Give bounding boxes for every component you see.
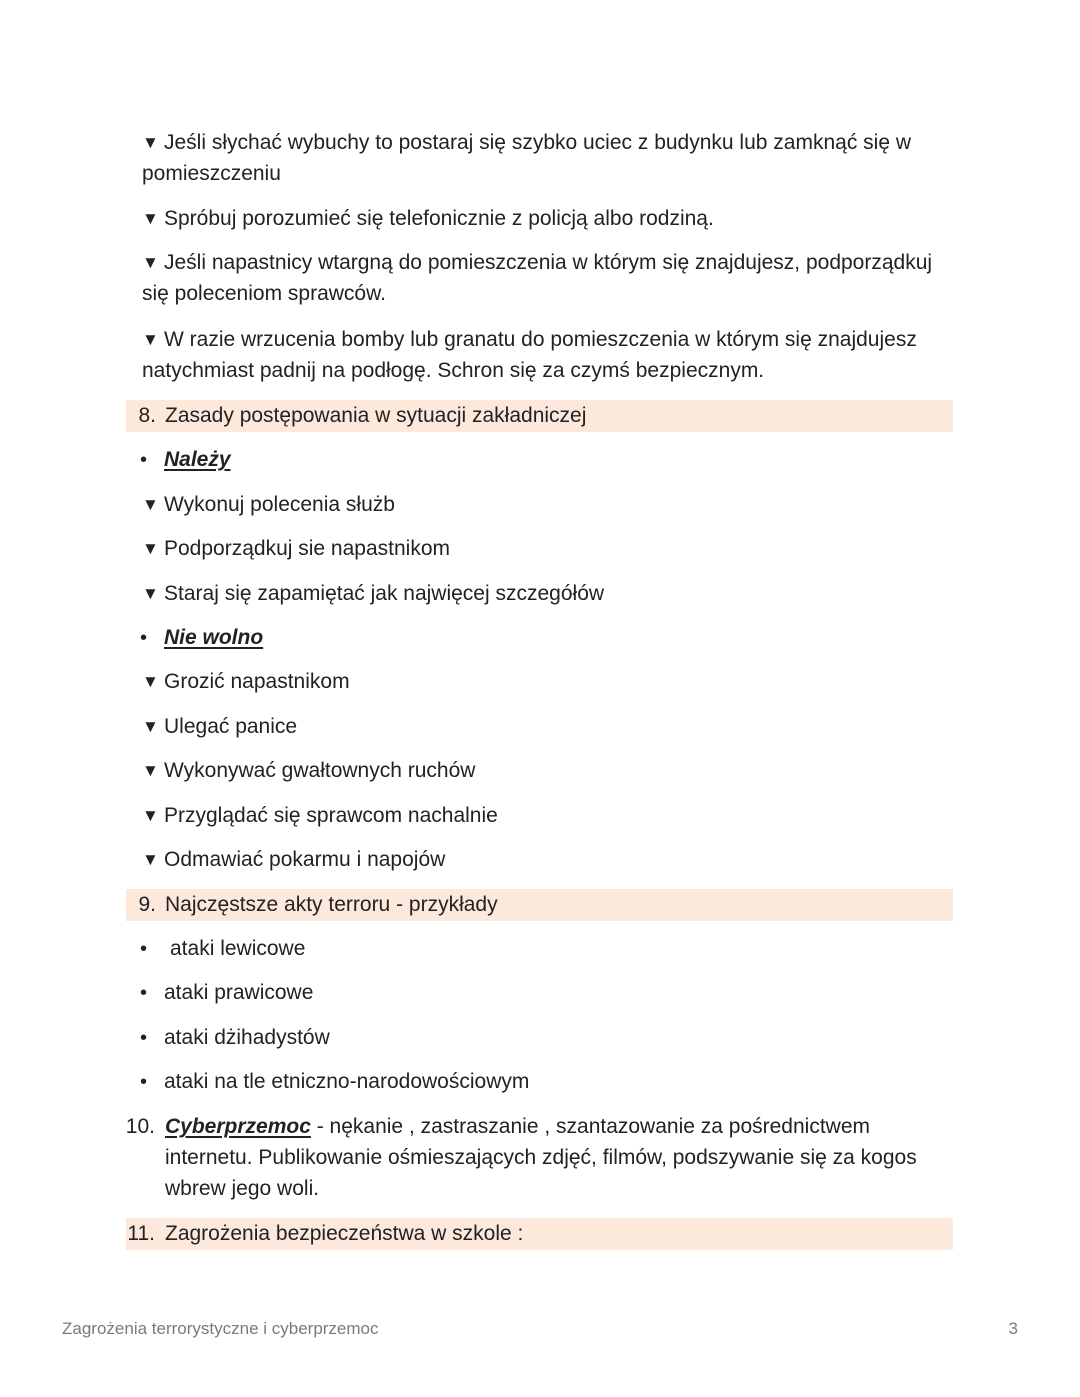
list-item: ▼ Staraj się zapamiętać jak najwięcej szczegółów [142, 578, 604, 609]
page-number: 3 [1008, 1319, 1018, 1338]
down-triangle-icon: ▼ [142, 584, 159, 603]
section-heading: Najczęstsze akty terroru - przykłady [165, 893, 498, 916]
list-item-continuation: natychmiast padnij na podłogę. Schron się za czymś bezpiecznym. [142, 359, 765, 382]
down-triangle-icon: ▼ [142, 539, 159, 558]
down-triangle-icon: ▼ [142, 761, 159, 780]
list-item: ▼ Odmawiać pokarmu i napojów [142, 844, 445, 875]
down-triangle-icon: ▼ [142, 495, 159, 514]
list-item: • ataki prawicowe [138, 977, 313, 1009]
list-item: ▼ Wykonuj polecenia służb [142, 489, 395, 520]
down-triangle-icon: ▼ [142, 133, 159, 152]
down-triangle-icon: ▼ [142, 717, 159, 736]
definition-line: Cyberprzemoc - nękanie , zastraszanie , szantazowanie za pośrednictwem [165, 1115, 871, 1138]
down-triangle-icon: ▼ [142, 806, 159, 825]
list-item-continuation: się poleceniom sprawców. [142, 282, 386, 305]
list-item: • ataki na tle etniczno-narodowościowym [138, 1066, 529, 1098]
subheading-nie-wolno: • Nie wolno [138, 622, 269, 654]
down-triangle-icon: ▼ [142, 672, 159, 691]
list-item: ▼ Podporządkuj sie napastnikom [142, 533, 450, 564]
list-item: ▼ Jeśli napastnicy wtargną do pomieszczenia w którym się znajdujesz, podporządkuj [142, 247, 932, 278]
list-item-continuation: pomieszczeniu [142, 162, 281, 185]
section-heading: Zasady postępowania w sytuacji zakładniczej [165, 404, 587, 427]
list-item: ▼ Grozić napastnikom [142, 666, 350, 697]
list-item: ▼ Przyglądać się sprawcom nachalnie [142, 800, 498, 831]
list-item: • ataki dżihadystów [138, 1022, 330, 1054]
bullet-icon: • [140, 449, 148, 471]
section-number: 9. [138, 893, 156, 916]
subheading-nalezy: • Należy [138, 444, 231, 476]
bullet-icon: • [140, 982, 148, 1004]
bullet-icon: • [140, 938, 148, 960]
section-number: 10. [125, 1115, 155, 1138]
bullet-icon: • [140, 1027, 148, 1049]
footer-title: Zagrożenia terrorystyczne i cyberprzemoc [62, 1319, 379, 1338]
list-item: • ataki lewicowe [138, 933, 305, 965]
down-triangle-icon: ▼ [142, 209, 159, 228]
section-number: 11. [127, 1222, 155, 1245]
bullet-icon: • [140, 1071, 148, 1093]
list-item: ▼ Ulegać panice [142, 711, 297, 742]
list-item: ▼ Wykonywać gwałtownych ruchów [142, 755, 475, 786]
definition-line: internetu. Publikowanie ośmieszających zdjęć, filmów, podszywanie się za kogos [165, 1146, 917, 1169]
list-item: ▼ Spróbuj porozumieć się telefonicznie z policją albo rodziną. [142, 203, 714, 234]
list-item: ▼ W razie wrzucenia bomby lub granatu do pomieszczenia w którym się znajdujesz [142, 324, 917, 355]
down-triangle-icon: ▼ [142, 330, 159, 349]
down-triangle-icon: ▼ [142, 850, 159, 869]
down-triangle-icon: ▼ [142, 253, 159, 272]
section-number: 8. [138, 404, 156, 427]
section-heading: Zagrożenia bezpieczeństwa w szkole : [165, 1222, 524, 1245]
list-item: ▼ Jeśli słychać wybuchy to postaraj się szybko uciec z budynku lub zamknąć się w [142, 127, 911, 158]
definition-line: wbrew jego woli. [165, 1177, 320, 1200]
defined-term: Cyberprzemoc [165, 1115, 311, 1138]
bullet-icon: • [140, 627, 148, 649]
